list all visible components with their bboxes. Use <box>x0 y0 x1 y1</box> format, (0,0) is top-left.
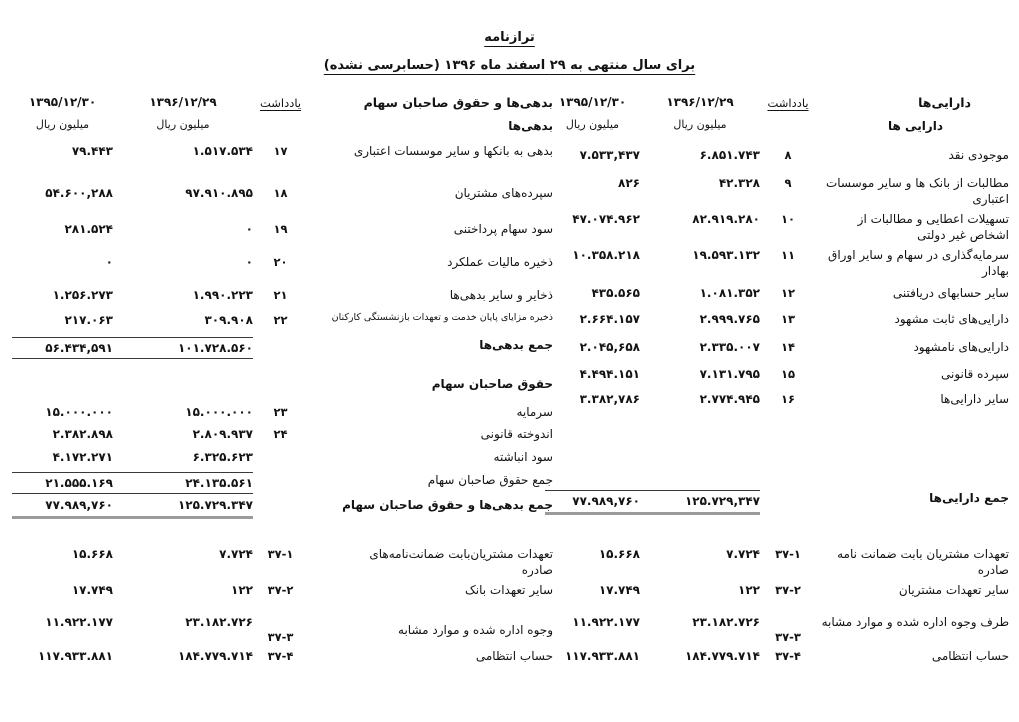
liability-offbalance-row <box>12 582 553 614</box>
asset-row-label: سپرده قانونی <box>940 367 1009 381</box>
asset-row-note: ۱۲ <box>780 286 796 300</box>
asset-row-value-1395: ۷.۵۳۳,۴۳۷ <box>579 148 640 162</box>
assets-column-title: دارایی‌ها <box>918 95 971 110</box>
asset-row-value-1395: ۴.۴۹۴.۱۵۱ <box>579 367 640 381</box>
liability-row <box>12 221 553 254</box>
liability-row-value-1396: ۰ <box>245 222 253 236</box>
assets-total-value-1395: ۷۷.۹۸۹,۷۶۰ <box>545 490 640 515</box>
asset-row-note: ۱۵ <box>780 367 796 381</box>
equity-total-label: جمع حقوق صاحبان سهام <box>427 473 553 487</box>
liability-row-value-1396: ۱.۵۱۷.۵۳۴ <box>192 144 253 158</box>
offbalance-row-label <box>308 546 553 578</box>
offbalance-row-note: ۳۷-۱ <box>267 547 294 561</box>
equity-row-label: سرمایه <box>516 405 553 419</box>
equity-total-row <box>12 472 553 497</box>
equity-row-value-1396: ۶.۳۲۵.۶۲۳ <box>192 450 253 464</box>
asset-offbalance-row <box>545 582 1009 614</box>
asset-row-note: ۹ <box>784 176 792 190</box>
offbalance-row-note: ۳۷-۳ <box>775 630 801 644</box>
liabilities-header-titles <box>308 95 553 133</box>
equity-row-value-1395: ۱۵.۰۰۰.۰۰۰ <box>45 405 113 419</box>
asset-row-label: سایر دارایی‌ها <box>940 392 1009 406</box>
assets-total-row <box>545 490 1009 522</box>
offbalance-row-value-1395: ۱۷.۷۴۹ <box>598 583 640 597</box>
equity-row-note: ۲۴ <box>273 427 288 441</box>
asset-row-note: ۱۳ <box>780 312 796 326</box>
offbalance-row-label: وجوه اداره شده و موارد مشابه <box>398 623 553 637</box>
grand-total-note <box>253 497 308 498</box>
offbalance-row-value-1395: ۱۵.۶۶۸ <box>598 547 640 561</box>
asset-row-value-1396: ۶.۸۵۱.۷۴۳ <box>699 148 760 162</box>
assets-total-label: جمع دارایی‌ها <box>929 491 1009 505</box>
assets-header-row <box>545 95 1009 147</box>
asset-row-value-1395: ۴۳۵.۵۶۵ <box>591 286 640 300</box>
liability-row-value-1396: ۰ <box>245 255 253 269</box>
offbalance-row-value-1395: ۱۵.۶۶۸ <box>71 547 113 561</box>
asset-row-label: سرمایه‌گذاری در سهام و سایر اوراق بهادار <box>828 248 1009 279</box>
offbalance-row-value-1395: ۱۱۷.۹۳۳.۸۸۱ <box>564 649 640 663</box>
liability-row-note: ۱۸ <box>273 186 288 200</box>
document-header <box>0 30 1019 73</box>
page-title: ترازنامه <box>484 30 535 45</box>
asset-row <box>545 211 1009 247</box>
spacer <box>545 522 1009 546</box>
grand-total-value-1396: ۱۲۵.۷۲۹.۳۴۷ <box>113 497 253 519</box>
asset-row-note: ۱۰ <box>780 212 796 226</box>
liability-row-label: ذخیره مزایای پایان خدمت و تعهدات بازنشستگی کارکنان <box>331 312 553 323</box>
offbalance-row-value-1395: ۱۱.۹۲۲.۱۷۷ <box>572 615 640 629</box>
liability-row-value-1396: ۱.۹۹۰.۲۲۳ <box>192 288 253 302</box>
offbalance-row-label-text: تعهدات مشتریان‌بابت ضمانت‌نامه‌های صادره <box>369 547 553 578</box>
assets-section-label: دارایی ها <box>888 119 943 133</box>
asset-offbalance-row <box>545 546 1009 582</box>
unit-label: میلیون ریال <box>156 118 210 131</box>
asset-row-note: ۸ <box>784 148 792 162</box>
equity-row-note <box>253 449 308 450</box>
asset-row <box>545 391 1009 416</box>
liability-offbalance-row <box>12 546 553 582</box>
offbalance-row-value-1396: ۷.۷۲۴ <box>219 547 253 561</box>
equity-total-note <box>253 472 308 473</box>
liability-row-note: ۲۰ <box>273 255 288 269</box>
liability-row-label: سپرده‌های مشتریان <box>454 186 553 200</box>
liabilities-total-label: جمع بدهی‌ها <box>479 338 553 352</box>
offbalance-row-note: ۳۷-۲ <box>775 583 801 597</box>
equity-row-label: سود انباشته <box>493 450 553 464</box>
liability-row-label: ذخایر و سایر بدهی‌ها <box>449 288 553 302</box>
offbalance-row-label: حساب انتظامی <box>475 649 553 663</box>
offbalance-row-value-1396: ۲۳.۱۸۲.۷۲۶ <box>692 615 760 629</box>
liability-row-value-1396: ۳۰۹.۹۰۸ <box>204 313 253 327</box>
liability-row <box>12 312 553 337</box>
asset-offbalance-row <box>545 614 1009 648</box>
asset-row-value-1395: ۸۲۶ <box>618 176 640 190</box>
equity-row <box>12 404 553 426</box>
asset-row <box>545 311 1009 339</box>
asset-row-label: سایر حسابهای دریافتنی <box>892 286 1009 300</box>
asset-row-note: ۱۴ <box>780 340 796 354</box>
offbalance-row-label: سایر تعهدات مشتریان <box>898 583 1009 597</box>
equity-row-value-1395: ۲.۳۸۲.۸۹۸ <box>52 427 113 441</box>
asset-row-value-1395: ۳.۳۸۲,۷۸۶ <box>579 392 640 406</box>
asset-row-label: موجودی نقد <box>948 148 1009 162</box>
liability-row-note: ۲۱ <box>273 288 288 302</box>
asset-row-note: ۱۶ <box>780 392 796 406</box>
date-1396: ۱۳۹۶/۱۲/۲۹ <box>666 95 734 109</box>
liability-row-label: سود سهام پرداختنی <box>453 222 553 236</box>
asset-row <box>545 285 1009 311</box>
asset-row-value-1395: ۲.۶۶۴.۱۵۷ <box>579 312 640 326</box>
equity-header-note <box>253 376 308 377</box>
asset-row <box>545 366 1009 391</box>
asset-row-value-1396: ۱۹.۵۹۳.۱۳۲ <box>692 248 760 262</box>
asset-row-label: مطالبات از بانک ها و سایر موسسات اعتباری <box>825 176 1009 207</box>
asset-row-value-1396: ۲.۷۷۴.۹۴۵ <box>699 392 760 406</box>
offbalance-row-value-1396: ۱۲۲ <box>231 583 253 597</box>
equity-row <box>12 449 553 472</box>
grand-total-label: جمع بدهی‌ها و حقوق صاحبان سهام <box>342 498 553 512</box>
offbalance-row-note: ۳۷-۴ <box>775 649 801 663</box>
liability-row-note: ۱۷ <box>273 144 288 158</box>
unit-label: میلیون ریال <box>35 118 90 131</box>
liability-offbalance-row <box>12 614 553 648</box>
liability-row-value-1395: ۲۸۱.۵۲۴ <box>64 222 113 236</box>
asset-row-value-1396: ۸۲.۹۱۹.۲۸۰ <box>692 212 760 226</box>
equity-row-value-1395: ۴.۱۷۲.۲۷۱ <box>52 450 113 464</box>
offbalance-row-value-1395: ۱۱.۹۲۲.۱۷۷ <box>45 615 113 629</box>
offbalance-row-note: ۳۷-۲ <box>267 583 294 597</box>
asset-row <box>545 247 1009 285</box>
equity-row-label: اندوخته قانونی <box>480 427 553 441</box>
liability-row-note: ۱۹ <box>273 222 288 236</box>
asset-row-value-1396: ۷.۱۳۱.۷۹۵ <box>699 367 760 381</box>
liabilities-total-value-1395: ۵۶.۴۳۴,۵۹۱ <box>12 337 113 359</box>
offbalance-row-value-1396: ۱۸۴.۷۷۹.۷۱۴ <box>684 649 760 663</box>
asset-row-value-1396: ۲.۳۳۵.۰۰۷ <box>699 340 760 354</box>
liability-row-value-1395: ۵۴.۶۰۰,۲۸۸ <box>45 186 113 200</box>
date-1396: ۱۳۹۶/۱۲/۲۹ <box>149 95 217 109</box>
offbalance-row-label: حساب انتظامی <box>931 649 1009 663</box>
liability-row-note: ۲۲ <box>273 313 288 327</box>
date-1395: ۱۳۹۵/۱۲/۳۰ <box>28 95 97 109</box>
liability-row <box>12 185 553 221</box>
liabilities-total-row <box>12 337 553 364</box>
liability-row <box>12 143 553 185</box>
unit-label: میلیون ریال <box>673 118 727 131</box>
equity-header-label: حقوق صاحبان سهام <box>431 377 553 391</box>
assets-col-1395-header <box>545 95 640 131</box>
asset-row-value-1395: ۴۷.۰۷۴.۹۶۲ <box>572 212 640 226</box>
liabilities-col-1395-header <box>12 95 113 131</box>
equity-row-value-1396: ۲.۸۰۹.۹۳۷ <box>192 427 253 441</box>
asset-row-value-1396: ۴۲.۳۲۸ <box>718 176 760 190</box>
liabilities-header-row <box>12 95 553 143</box>
assets-note-header: یادداشت <box>767 96 809 110</box>
liability-row <box>12 287 553 312</box>
liabilities-col-1396-header <box>113 95 253 131</box>
asset-row-value-1395: ۲.۰۴۵,۶۵۸ <box>579 340 640 354</box>
liabilities-total-note <box>253 337 308 338</box>
asset-row-label: دارایی‌های ثابت مشهود <box>894 312 1009 326</box>
asset-row <box>545 339 1009 366</box>
spacer <box>12 522 553 546</box>
offbalance-row-label: تعهدات مشتریان بابت ضمانت نامه صادره <box>837 547 1009 578</box>
offbalance-row-label: سایر تعهدات بانک <box>465 583 553 597</box>
asset-row-label: دارایی‌های نامشهود <box>913 340 1009 354</box>
page-subtitle: برای سال منتهی به ۲۹ اسفند ماه ۱۳۹۶ (حسابرسی نشده) <box>323 58 696 73</box>
liabilities-column-title: بدهی‌ها و حقوق صاحبان سهام <box>363 95 553 110</box>
liability-row-value-1395: ۲۱۷.۰۶۳ <box>64 313 113 327</box>
grand-total-value-1395: ۷۷.۹۸۹,۷۶۰ <box>12 497 113 519</box>
liabilities-section-label: بدهی‌ها <box>508 119 553 133</box>
assets-total-value-1396: ۱۲۵.۷۲۹,۳۴۷ <box>640 490 760 515</box>
liabilities-section <box>12 95 553 678</box>
liabilities-note-header: یادداشت <box>259 96 302 110</box>
offbalance-row-value-1396: ۱۸۴.۷۷۹.۷۱۴ <box>177 649 253 663</box>
liabilities-total-value-1396: ۱۰۱.۷۲۸.۵۶۰ <box>113 337 253 359</box>
equity-row-value-1396: ۱۵.۰۰۰.۰۰۰ <box>185 405 253 419</box>
offbalance-row-value-1396: ۲۳.۱۸۲.۷۲۶ <box>185 615 253 629</box>
offbalance-row-note: ۳۷-۳ <box>267 630 294 644</box>
assets-header-titles <box>816 95 1009 133</box>
offbalance-row-value-1396: ۱۲۲ <box>738 583 760 597</box>
liability-row-value-1396: ۹۷.۹۱۰.۸۹۵ <box>185 186 253 200</box>
liability-row-label: ذخیره مالیات عملکرد <box>447 255 553 269</box>
assets-section <box>545 95 1009 678</box>
asset-row <box>545 147 1009 175</box>
liability-row-value-1395: ۷۹.۴۴۳ <box>71 144 113 158</box>
offbalance-row-value-1395: ۱۱۷.۹۳۳.۸۸۱ <box>37 649 113 663</box>
spacer <box>12 364 553 376</box>
asset-row-note: ۱۱ <box>780 248 796 262</box>
equity-total-value-1396: ۲۴.۱۳۵.۵۶۱ <box>113 472 253 494</box>
liability-offbalance-row <box>12 648 553 678</box>
liability-row-value-1395: ۰ <box>105 255 113 269</box>
offbalance-row-value-1396: ۷.۷۲۴ <box>726 547 760 561</box>
offbalance-row-note: ۳۷-۴ <box>267 649 294 663</box>
equity-row <box>12 426 553 449</box>
asset-row-label: تسهیلات اعطایی و مطالبات از اشخاص غیر دولتی <box>857 212 1009 243</box>
liability-row <box>12 254 553 287</box>
spacer <box>545 416 1009 490</box>
equity-total-value-1395: ۲۱.۵۵۵.۱۶۹ <box>12 472 113 494</box>
asset-row-value-1396: ۱.۰۸۱.۳۵۲ <box>699 286 760 300</box>
liabilities-grand-total-row <box>12 497 553 522</box>
assets-col-1396-header <box>640 95 760 131</box>
unit-label: میلیون ریال <box>565 118 620 131</box>
asset-offbalance-row <box>545 648 1009 678</box>
asset-row-value-1395: ۱۰.۳۵۸.۲۱۸ <box>572 248 640 262</box>
equity-header-row <box>12 376 553 404</box>
liability-row-value-1395: ۱.۲۵۶.۲۷۳ <box>52 288 113 302</box>
asset-row-value-1396: ۲.۹۹۹.۷۶۵ <box>699 312 760 326</box>
offbalance-row-label: طرف وجوه اداره شده و موارد مشابه <box>821 615 1009 629</box>
equity-row-note: ۲۳ <box>273 405 288 419</box>
date-1395: ۱۳۹۵/۱۲/۳۰ <box>558 95 627 109</box>
assets-total-note <box>760 490 816 491</box>
offbalance-row-value-1395: ۱۷.۷۴۹ <box>71 583 113 597</box>
offbalance-row-note: ۳۷-۱ <box>775 547 801 561</box>
asset-row <box>545 175 1009 211</box>
liability-row-label: بدهی به بانکها و سایر موسسات اعتباری <box>353 144 553 158</box>
